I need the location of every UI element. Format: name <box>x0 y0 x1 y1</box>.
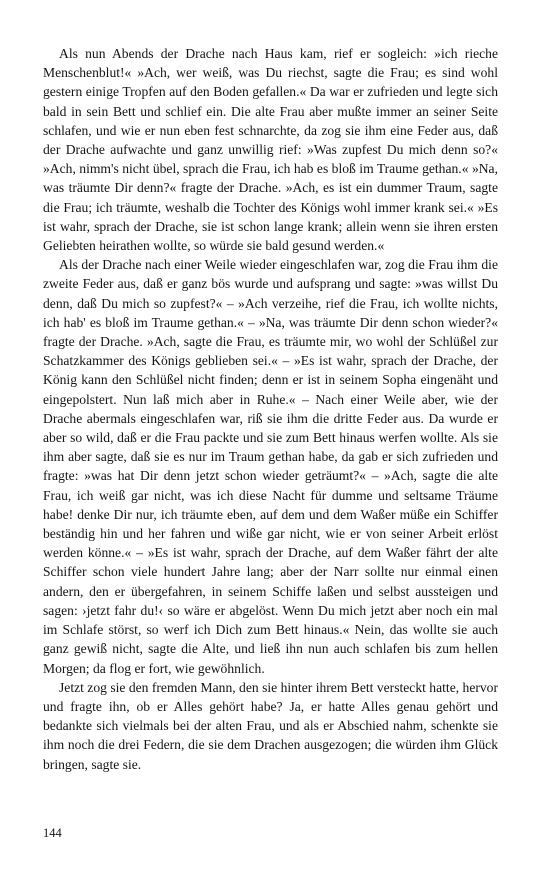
paragraph-2: Als der Drache nach einer Weile wieder eingeschlafen war, zog die Frau ihm die zweite Feder aus, daß er ganz bös wurde und aufsprang und sagte: »was willst Du denn, daß Du mich so zupfest?« – »Ach verzeihe, rief die Frau, ich wollte nichts, ich hab' es bloß im Traume gethan.« – »Na, was träumte Dir denn schon wieder?« fragte der Drache. »Ach, sagte die Frau, es träumte mir, wo wohl der Schlüßel zur Schatzkammer des Königs geblieben sei.« – »Es ist wahr, sprach der Drache, der König kann den Schlüßel nicht finden; denn er ist in seinem Sopha eingenäht und eingepolstert. Nun laß mich aber in Ruhe.« – Nach einer Weile aber, wie der Drache abermals eingeschlafen war, riß sie ihm die dritte Feder aus. Da wurde er aber so wild, daß er die Frau packte und sie zum Bett hinaus werfen wollte. Als sie ihm aber sagte, daß sie es nur im Traum gethan habe, da gab er sich zufrieden und fragte: »was hat Dir denn jetzt schon wieder geträumt?« – »Ach, sagte die alte Frau, ich weiß gar nicht, was ich diese Nacht für dumme und seltsame Träume habe! denke Dir nur, ich träumte eben, auf dem und dem Waßer müße ein Schiffer beständig hin und her fahren und wiße gar nicht, wie er von seiner Arbeit erlöst werden könne.« – »Es ist wahr, sprach der Drache, auf dem Waßer fährt der alte Schiffer schon viele hundert Jahre lang; aber der Narr sollte nur einmal einen andern, den er übergefahren, in seinem Schiffe laßen und selbst aussteigen und sagen: ›jetzt fahr du!‹ so wäre er abgelöst. Wenn Du mich jetzt aber noch ein mal im Schlafe störst, so werf ich Dich zum Bett hinaus.« Nein, das wollte sie auch ganz gewiß nicht, sagte die Alte, und ließ ihn nun auch schlafen bis zum hellen Morgen; da flog er fort, wie gewöhnlich. <box>43 257 498 676</box>
paragraph-3: Jetzt zog sie den fremden Mann, den sie hinter ihrem Bett versteckt hatte, hervor und fragte ihn, ob er Alles gehört habe? Ja, er hatte Alles genau gehört und bedankte sich vielmals bei der alten Frau, und als er Abschied nahm, schenkte sie ihm noch die drei Federn, die sie dem Drachen ausgezogen; die würden ihm Glück bringen, sagte sie. <box>43 679 499 772</box>
page-number: 144 <box>43 826 62 840</box>
paragraph-1: Als nun Abends der Drache nach Haus kam, rief er sogleich: »ich rieche Menschenblut!« »Ach, wer weiß, was Du riechst, sagte die Frau; es sind wohl gestern einige Tropfen auf den Boden gefallen.« Da war er zufrieden und legte sich bald in sein Bett und schlief ein. Die alte Frau aber mußte immer an seiner Seite schlafen, und wie er nun eben fest schnarchte, da zog sie ihm eine Feder aus, daß der Drache aufwachte und ganz unwillig rief: »Was zupfest Du mich denn so?« »Ach, nimm's nicht übel, sprach die Frau, ich hab es bloß im Traume gethan.« »Na, was träumte Dir denn?« fragte der Drache. »Ach, es ist ein dummer Traum, sagte die Frau; ich träumte, weshalb die Tochter des Königs wohl immer krank sei.« »Es ist wahr, sprach der Drache, sie ist schon lange krank; allein wenn sie ihren ersten Geliebten heirathen wollte, so würde sie bald gesund werden.« <box>43 46 498 254</box>
page-body <box>43 44 498 774</box>
